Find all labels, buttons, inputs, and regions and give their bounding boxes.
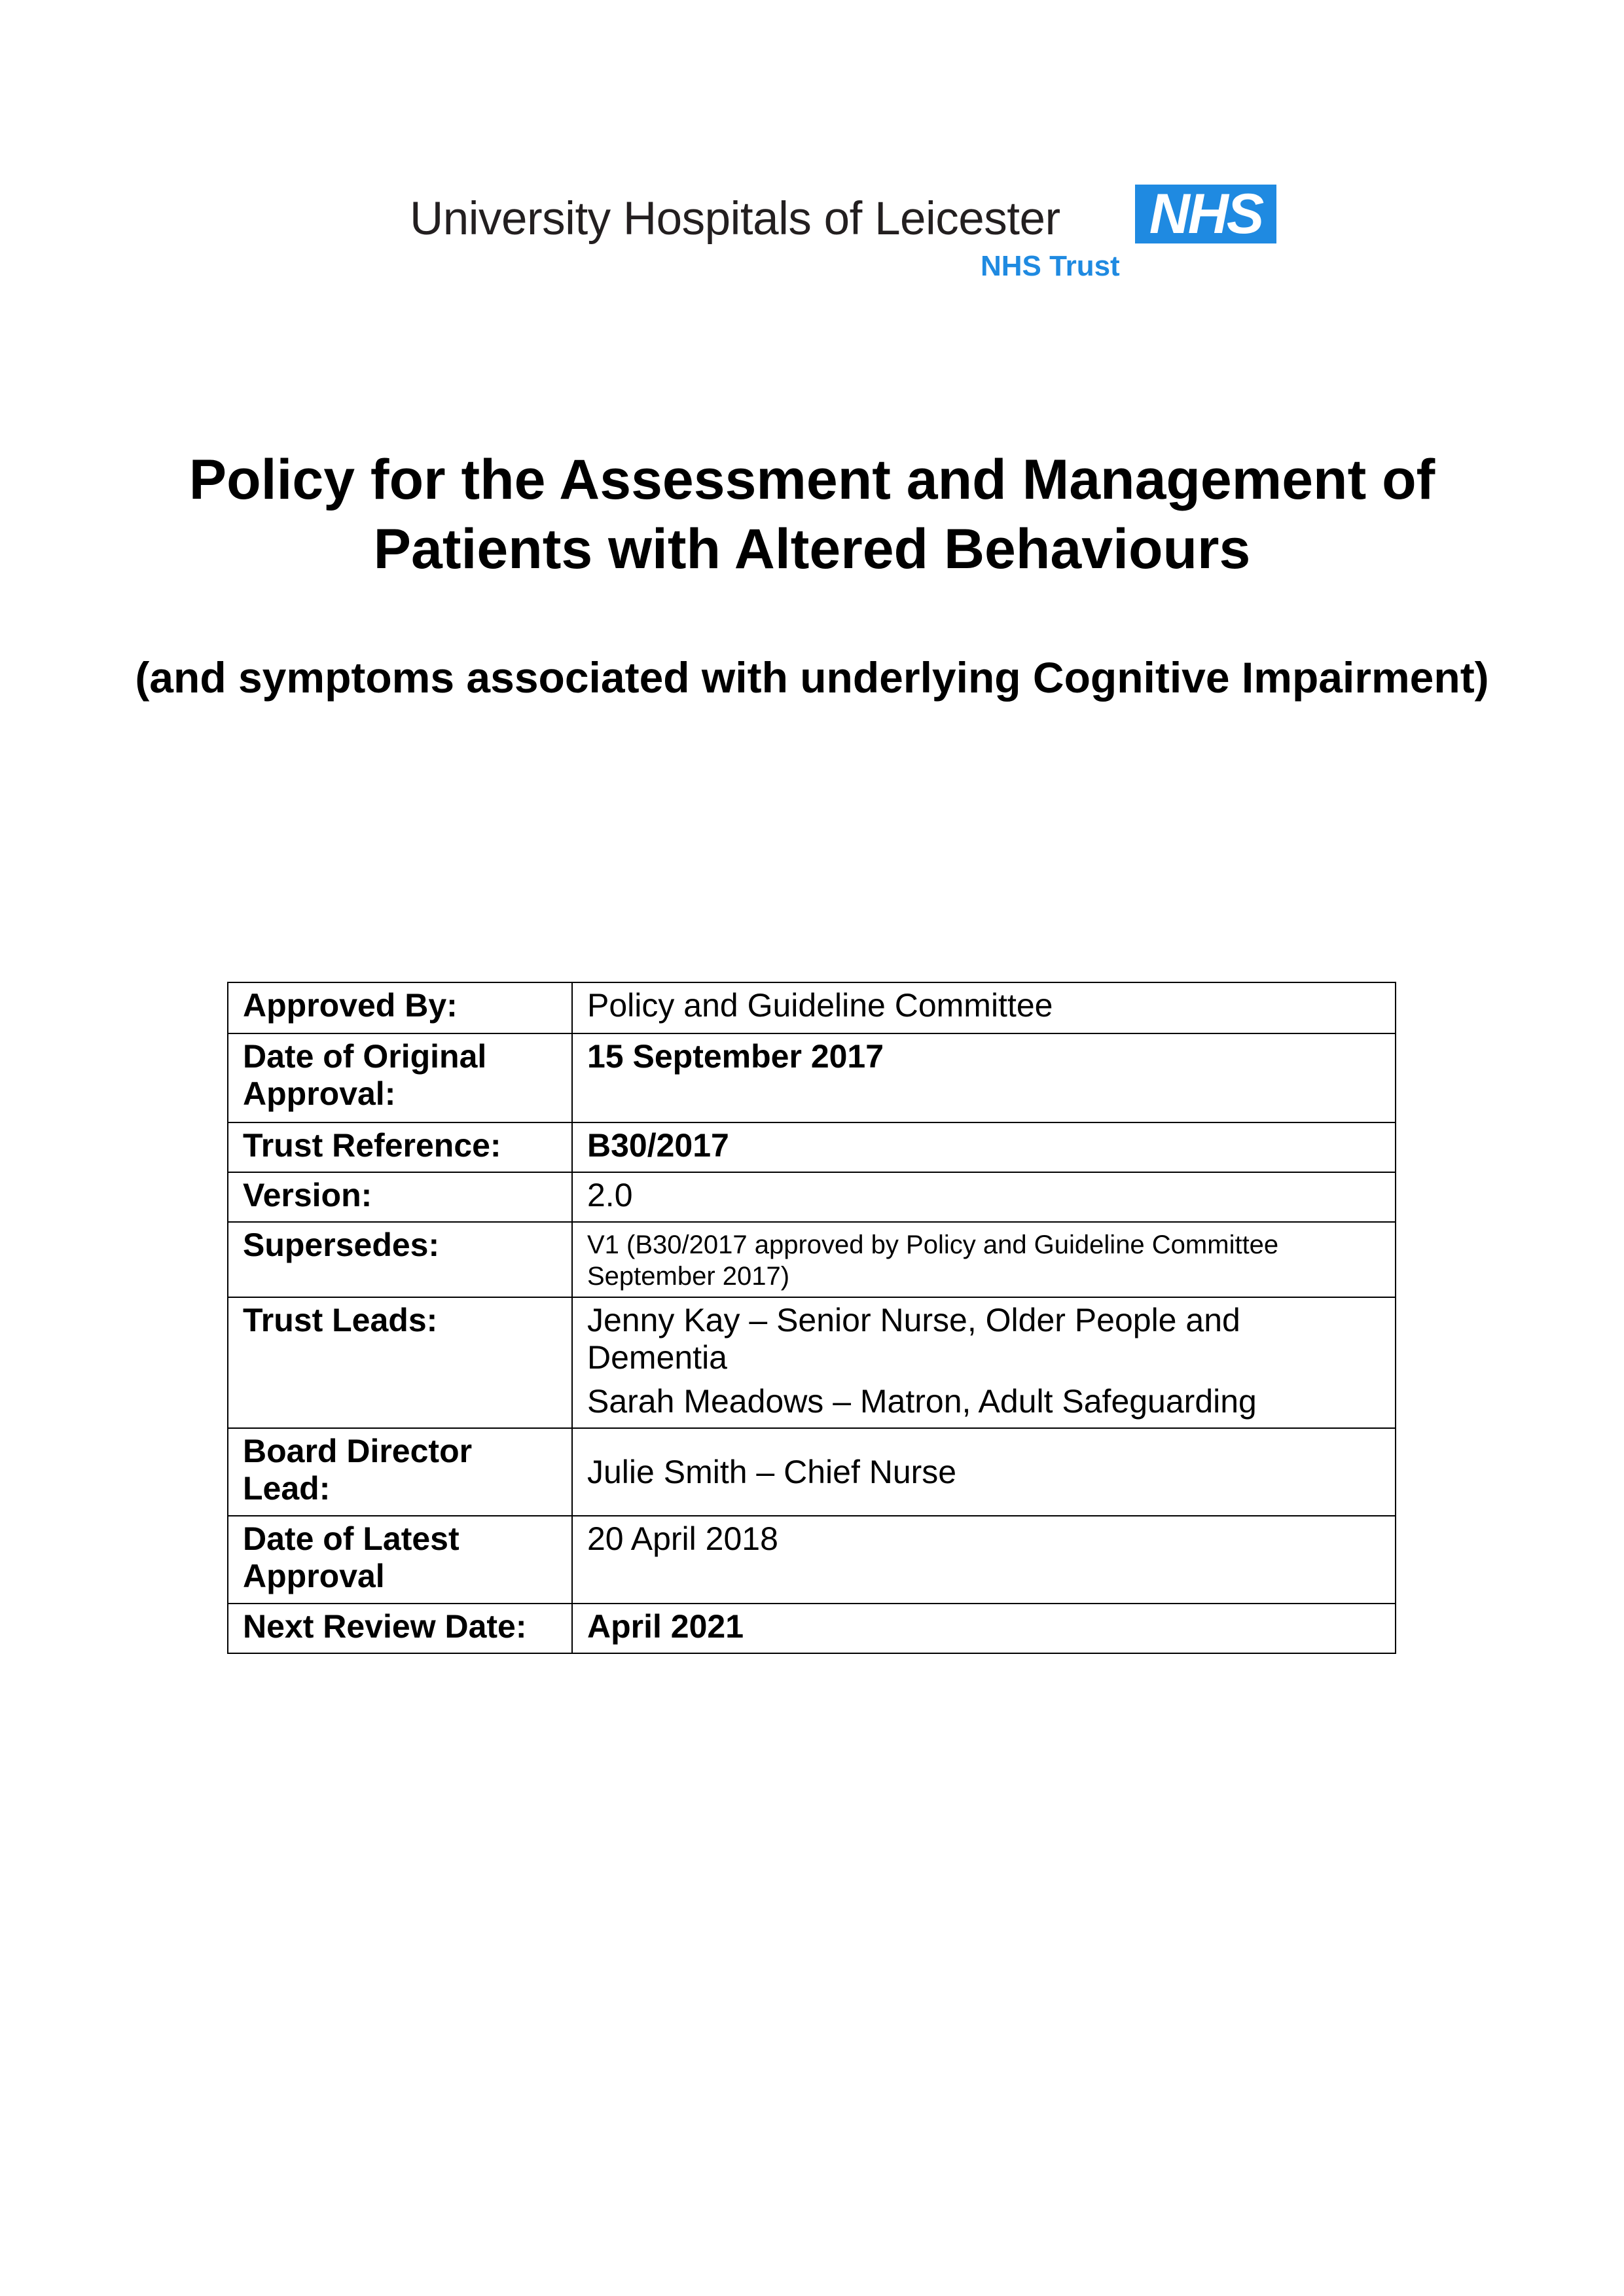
trust-lead-1: Jenny Kay – Senior Nurse, Older People and Dementia (587, 1302, 1240, 1376)
table-row (228, 1516, 1396, 1604)
approved-by-label: Approved By: (228, 982, 572, 1033)
approved-by-value: Policy and Guideline Committee (572, 982, 1396, 1033)
table-row (228, 1172, 1396, 1222)
latest-approval-value: 20 April 2018 (572, 1516, 1396, 1604)
trust-reference-label: Trust Reference: (228, 1122, 572, 1172)
board-director-value: Julie Smith – Chief Nurse (572, 1428, 1396, 1516)
latest-approval-label: Date of Latest Approval (228, 1516, 572, 1604)
next-review-label: Next Review Date: (228, 1604, 572, 1653)
board-director-label: Board Director Lead: (228, 1428, 572, 1516)
header-logo (406, 183, 1276, 288)
table-row (228, 1604, 1396, 1653)
trust-lead-2: Sarah Meadows – Matron, Adult Safeguarding (587, 1383, 1257, 1420)
table-row (228, 1033, 1396, 1122)
supersedes-value: V1 (B30/2017 approved by Policy and Guideline Committee September 2017) (572, 1222, 1396, 1297)
table-row (228, 982, 1396, 1033)
next-review-value: April 2021 (572, 1604, 1396, 1653)
policy-info-table (227, 982, 1396, 1654)
table-row (228, 1297, 1396, 1428)
table-row (228, 1222, 1396, 1297)
nhs-logo-text: NHS (1149, 183, 1263, 245)
nhs-logo (1135, 185, 1276, 243)
table-row (228, 1122, 1396, 1172)
document-title: Policy for the Assessment and Management of Patients with Altered Behaviours (189, 448, 1435, 581)
supersedes-label: Supersedes: (228, 1222, 572, 1297)
table-row (228, 1428, 1396, 1516)
nhs-trust-label: NHS Trust (981, 250, 1120, 282)
document-subtitle: (and symptoms associated with underlying Cognitive Impairment) (135, 653, 1489, 702)
trust-leads-label: Trust Leads: (228, 1297, 572, 1428)
original-approval-value: 15 September 2017 (572, 1033, 1396, 1122)
organization-name: University Hospitals of Leicester (410, 193, 1060, 245)
version-label: Version: (228, 1172, 572, 1222)
trust-leads-value (572, 1297, 1396, 1428)
version-value: 2.0 (572, 1172, 1396, 1222)
original-approval-label: Date of Original Approval: (228, 1033, 572, 1122)
trust-reference-value: B30/2017 (572, 1122, 1396, 1172)
